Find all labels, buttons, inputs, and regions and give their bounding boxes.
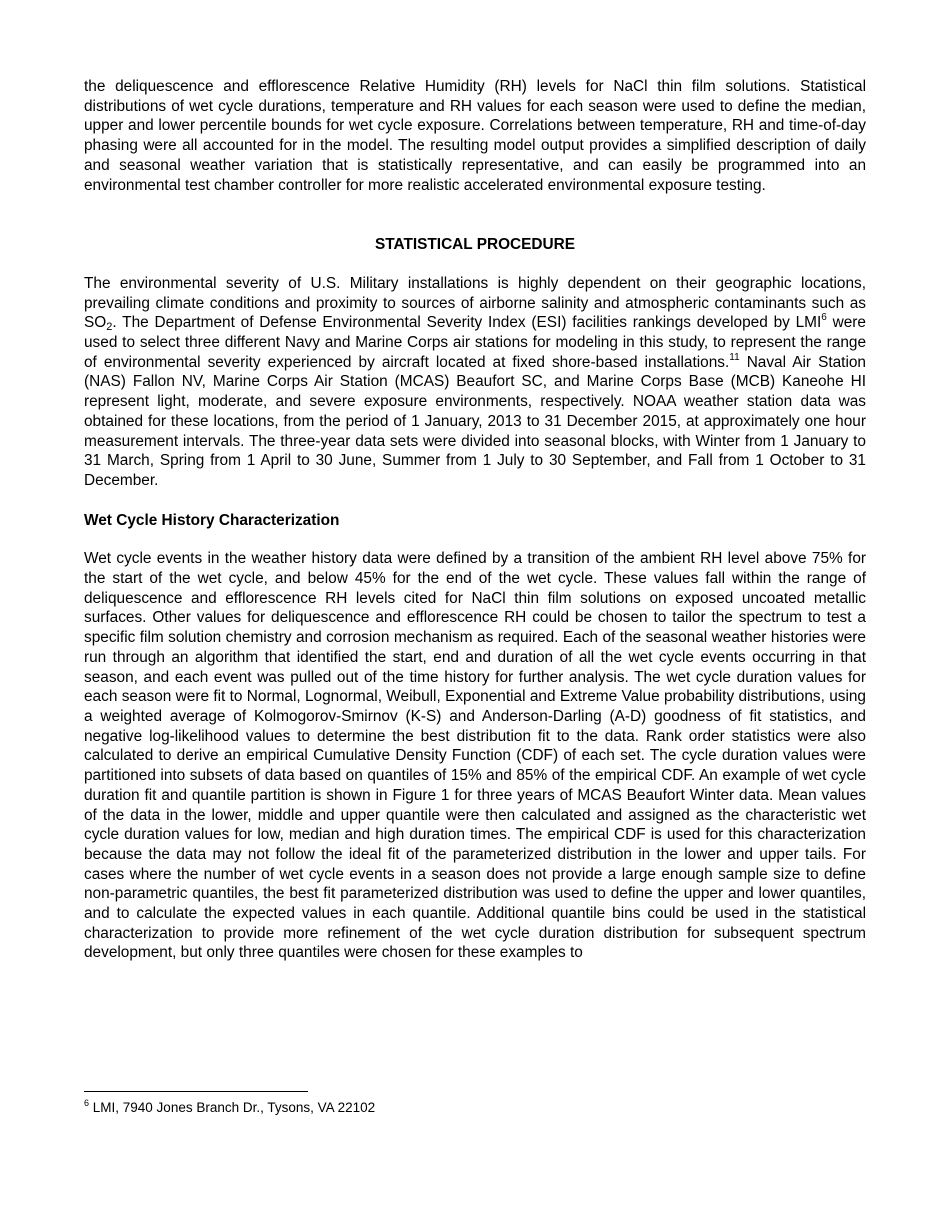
page-content (84, 77, 866, 963)
citation-ref: 11 (729, 351, 740, 363)
subsection-title: Wet Cycle History Characterization (84, 511, 340, 529)
intro-paragraph: the deliquescence and efflorescence Relative Humidity (RH) levels for NaCl thin film solutions. Statistical distributions of wet cycle durations, temperature and RH values for each season were used to define the median, upper and lower percentile bounds for wet cycle exposure. Correlations between temperature, RH and time-of-day phasing were all accounted for in the model. The resulting model output provides a simplified description of daily and seasonal weather variation that is statistically representative, and can easily be programmed into an environmental test chamber controller for more realistic accelerated environmental exposure testing. (84, 78, 866, 194)
footnote-marker: 6 (84, 1097, 90, 1108)
paragraph-text: . The Department of Defense Environmental Severity Index (ESI) facilities rankings developed by LMI (112, 314, 822, 332)
section-title: STATISTICAL PROCEDURE (374, 236, 576, 254)
paragraph-text: The environmental severity of U.S. Military installations is highly dependent on their geographic locations, prevailing climate conditions and proximity to sources of airborne salinity and atmospheric contaminants such as SO (84, 274, 866, 332)
subscript: 2 (106, 321, 113, 334)
footnote-text: LMI, 7940 Jones Branch Dr., Tysons, VA 22102 (89, 1100, 376, 1115)
footnote (84, 1099, 375, 1116)
footnote-ref: 6 (821, 312, 827, 324)
statistical-procedure-paragraph (84, 274, 866, 491)
wet-cycle-paragraph: Wet cycle events in the weather history data were defined by a transition of the ambient RH level above 75% for the start of the wet cycle, and below 45% for the end of the wet cycle. These values fall within the range of deliquescence and efflorescence RH levels cited for NaCl thin film solutions on exposed uncoated metallic surfaces. Other values for deliquescence and efflorescence RH could be chosen to tailor the spectrum to test a specific film solution chemistry and corrosion mechanism as required. Each of the seasonal weather histories were run through an algorithm that identified the start, end and duration of all the wet cycle events occurring in that season, and each event was pulled out of the time history for further analysis. The wet cycle duration values for each season were fit to Normal, Lognormal, Weibull, Exponential and Extreme Value probability distributions, using a weighted average of Kolmogorov-Smirnov (K-S) and Anderson-Darling (A-D) goodness of fit statistics, and negative log-likelihood values to determine the best distribution fit to the data. Rank order statistics were also calculated to derive an empirical Cumulative Density Function (CDF) of each set. The cycle duration values were partitioned into subsets of data based on quantiles of 15% and 85% of the empirical CDF. An example of wet cycle duration fit and quantile partition is shown in Figure 1 for three years of MCAS Beaufort Winter data. Mean values of the data in the lower, middle and upper quantile were then calculated and assigned as the characteristic wet cycle duration values for low, median and high duration times. The empirical CDF is used for this characterization because the data may not follow the ideal fit of the parameterized distribution in the lower and upper tails. For cases where the number of wet cycle events in a season does not provide a large enough sample size to define non-parametric quantiles, the best fit parameterized distribution was used to define the upper and lower quantiles, and to calculate the expected values in each quantile. Additional quantile bins could be used in the statistical characterization to provide more refinement of the wet cycle duration distribution for subsequent spectrum development, but only three quantiles were chosen for these examples to (84, 550, 866, 962)
paragraph-text: Naval Air Station (NAS) Fallon NV, Marine Corps Air Station (MCAS) Beaufort SC, and Marine Corps Base (MCB) Kaneohe HI represent light, moderate, and severe exposure environments, respectively. NOAA weather station data was obtained for these locations, from the period of 1 January, 2013 to 31 December 2015, at approximately one hour measurement intervals. The three-year data sets were divided into seasonal blocks, with Winter from 1 January to 31 March, Spring from 1 April to 30 June, Summer from 1 July to 30 September, and Fall from 1 October to 31 December. (84, 353, 866, 489)
footnote-divider (84, 1091, 308, 1092)
paragraph-text: were used to select three different Navy and Marine Corps air stations for modeling in this study, to represent the range of environmental severity experienced by aircraft located at fixed shore-based installations. (84, 314, 866, 371)
